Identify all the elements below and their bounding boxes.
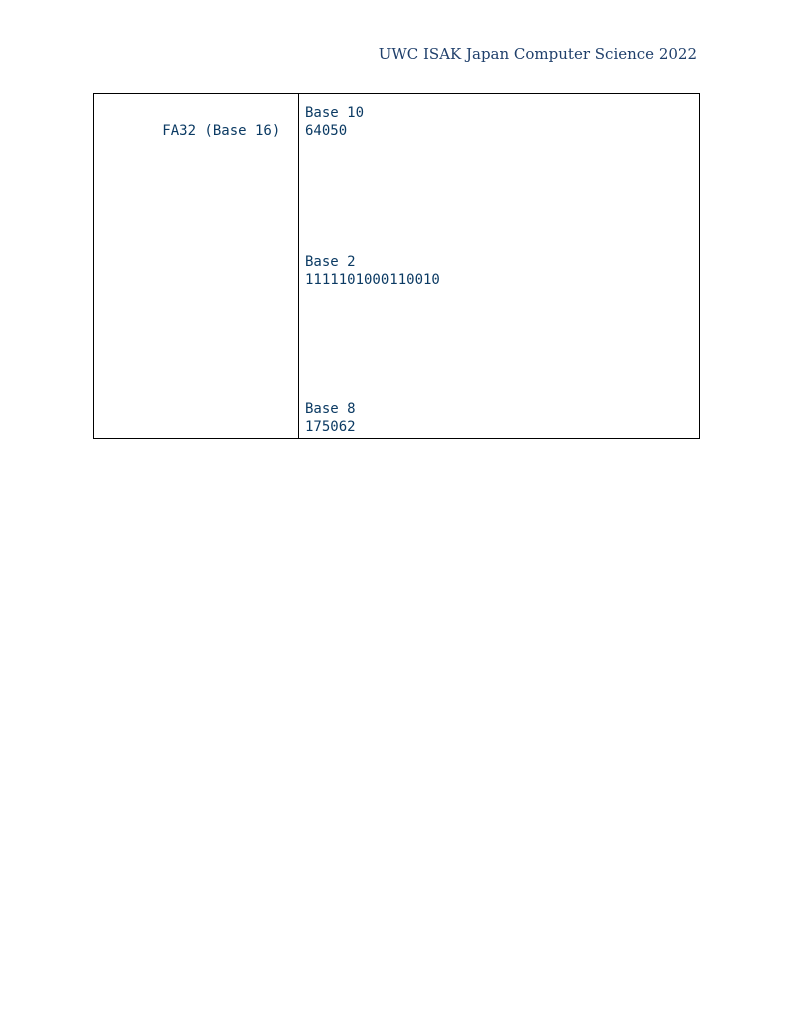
answer-base-10: [305, 104, 364, 140]
answer-label: Base 10: [305, 105, 365, 121]
table-row: [94, 94, 700, 439]
source-number-cell: [94, 94, 299, 439]
answer-base-2: [305, 253, 440, 289]
answer-value: 175062: [305, 419, 356, 435]
answer-value: 64050: [305, 123, 348, 139]
answer-label: Base 8: [305, 401, 356, 417]
source-number: FA32 (Base 16): [162, 123, 281, 139]
page-header: UWC ISAK Japan Computer Science 2022: [378, 45, 697, 63]
answer-label: Base 2: [305, 254, 356, 270]
answer-value: 1111101000110010: [305, 272, 440, 288]
conversion-table: [93, 93, 700, 439]
answer-base-8: [305, 400, 356, 436]
answers-cell: [299, 94, 700, 439]
